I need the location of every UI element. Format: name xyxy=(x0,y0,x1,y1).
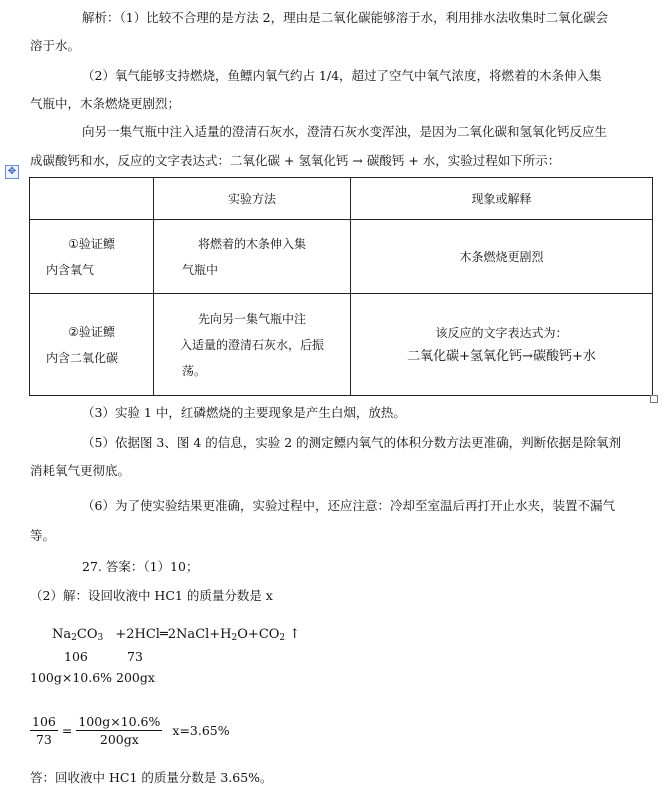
proportion-equation xyxy=(30,714,230,747)
answer-p5-line2: 消耗氧气更彻底。 xyxy=(30,463,131,478)
answer-p3: （3）实验 1 中，红磷燃烧的主要现象是产生白烟，放热。 xyxy=(82,405,406,420)
eq-o-co: O+CO xyxy=(237,627,280,642)
analysis-p1-line1: 解析：（1）比较不合理的是方法 2，理由是二氧化碳能够溶于水，利用排水法收集时二氧化碳会 xyxy=(82,10,609,25)
resize-icon[interactable] xyxy=(650,395,658,403)
analysis-p3-line2: 成碳酸钙和水，反应的文字表达式：二氧化碳 + 氢氧化钙 → 碳酸钙 + 水，实验过程如下所示： xyxy=(30,153,561,168)
eq-sub-h2: 2 xyxy=(231,633,238,643)
fraction-left xyxy=(30,714,58,747)
row2-method-line2: 入适量的澄清石灰水，后振 xyxy=(179,337,324,352)
question-27-part2: （2）解：设回收液中 HC1 的质量分数是 x xyxy=(30,588,273,603)
fraction-right xyxy=(76,714,162,747)
equal-sign: = xyxy=(61,723,73,738)
gas-arrow: ↑ xyxy=(289,627,301,642)
table-header-phenomenon: 现象或解释 xyxy=(351,178,653,220)
eq-rest: +2HCl═2NaCl+H xyxy=(115,627,232,642)
molar-mass-hcl: 73 xyxy=(127,649,143,664)
row1-method-line2: 气瓶中 xyxy=(182,262,219,277)
eq-sub-co2: 2 xyxy=(279,633,286,643)
row2-method-line1: 先向另一集气瓶中注 xyxy=(197,311,306,326)
row2-phenomenon-line2: 二氧化碳+氢氧化钙→碳酸钙+水 xyxy=(407,348,596,364)
answer-p5-line1: （5）依据图 3、图 4 的信息，实验 2 的测定鳔内氧气的体积分数方法更准确，判断依据是除氧剂 xyxy=(82,435,622,450)
row1-method xyxy=(154,220,351,294)
row2-purpose-line2: 内含二氧化碳 xyxy=(46,350,119,365)
answer-p6-line1: （6）为了使实验结果更准确，实验过程中，还应注意：冷却至室温后再打开止水夹，装置不漏气 xyxy=(82,498,615,513)
analysis-p1-line2: 溶于水。 xyxy=(30,38,81,53)
molar-mass-na2co3: 106 xyxy=(64,649,88,664)
table-header-row xyxy=(30,178,653,220)
row2-phenomenon-line1: 该反应的文字表达式为： xyxy=(435,325,568,340)
result-value: x=3.65% xyxy=(172,723,230,738)
answer-p6-line2: 等。 xyxy=(30,528,56,543)
row1-purpose xyxy=(30,220,154,294)
quantity-line: 100g×10.6% 200gx xyxy=(30,670,155,685)
fraction-right-numerator: 100g×10.6% xyxy=(78,714,161,729)
eq-sub-3: 3 xyxy=(97,633,104,643)
fraction-left-numerator: 106 xyxy=(32,714,56,729)
row2-purpose xyxy=(30,294,154,396)
analysis-p2-line2: 气瓶中，木条燃烧更剧烈； xyxy=(30,96,181,111)
row2-method xyxy=(154,294,351,396)
table-row xyxy=(30,220,653,294)
table-header-method: 实验方法 xyxy=(154,178,351,220)
row2-phenomenon xyxy=(351,294,653,396)
row1-method-line1: 将燃着的木条伸入集 xyxy=(197,236,306,251)
row2-method-line3: 荡。 xyxy=(182,363,207,378)
row1-purpose-line1: ①验证鳔 xyxy=(68,236,115,251)
fraction-right-denominator: 200gx xyxy=(99,732,139,747)
eq-sub-2: 2 xyxy=(71,633,77,643)
table-row xyxy=(30,294,653,396)
experiment-table xyxy=(29,177,653,396)
row1-phenomenon: 木条燃烧更剧烈 xyxy=(351,220,653,294)
chemical-equation xyxy=(52,625,300,648)
eq-co: CO xyxy=(76,627,98,642)
fraction-left-denominator: 73 xyxy=(35,732,52,747)
question-27-answer: 27. 答案：（1）10； xyxy=(82,559,199,574)
row2-purpose-line1: ②验证鳔 xyxy=(68,324,115,339)
row1-purpose-line2: 内含氧气 xyxy=(46,262,95,277)
eq-na: Na xyxy=(52,627,72,642)
analysis-p2-line1: （2）氧气能够支持燃烧，鱼鳔内氧气约占 1/4，超过了空气中氧气浓度，将燃着的木条伸入集 xyxy=(82,68,602,83)
move-icon[interactable]: ✥ xyxy=(5,165,19,179)
analysis-p3-line1: 向另一集气瓶中注入适量的澄清石灰水，澄清石灰水变浑浊，是因为二氧化碳和氢氧化钙反应生 xyxy=(82,124,608,139)
final-answer: 答：回收液中 HC1 的质量分数是 3.65%。 xyxy=(30,770,273,785)
table-header-empty xyxy=(30,178,154,220)
